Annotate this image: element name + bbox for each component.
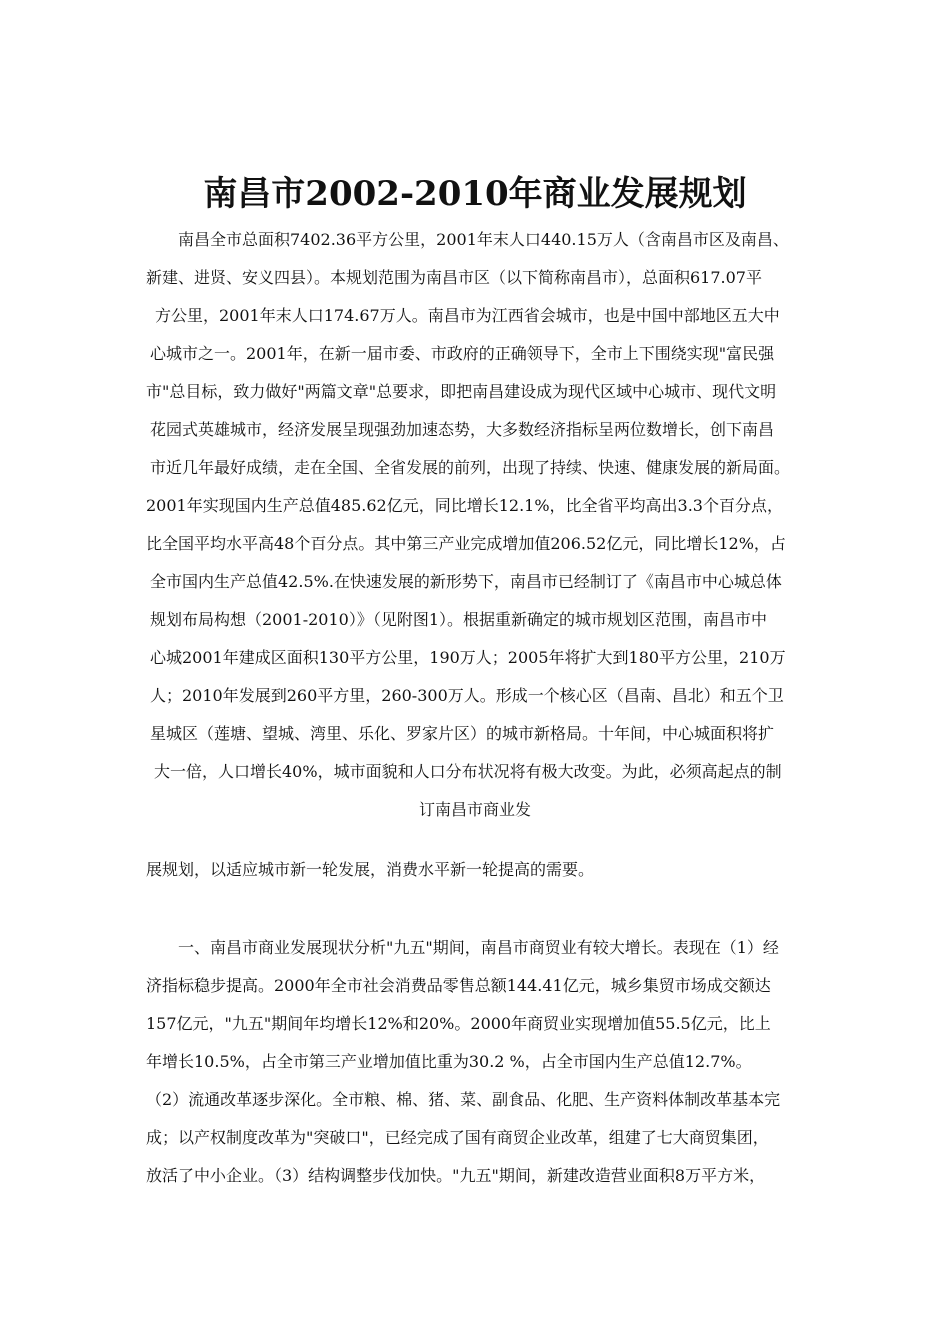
paragraph-line: 方公里，2001年末人口174.67万人。南昌市为江西省会城市，也是中国中部地区五大中 bbox=[155, 306, 780, 325]
paragraph-line: 新建、进贤、安义四县）。本规划范围为南昌市区（以下简称南昌市），总面积617.07平 bbox=[146, 268, 762, 287]
paragraph-line: （2）流通改革逐步深化。全市粮、棉、猪、菜、副食品、化肥、生产资料体制改革基本完 bbox=[146, 1090, 781, 1109]
paragraph-line: 157亿元，"九五"期间年均增长12%和20%。2000年商贸业实现增加值55.5亿元，比上 bbox=[146, 1014, 771, 1033]
paragraph-line: 成；以产权制度改革为"突破口"，已经完成了国有商贸企业改革，组建了七大商贸集团， bbox=[146, 1128, 769, 1147]
paragraph-line: 比全国平均水平高48个百分点。其中第三产业完成增加值206.52亿元，同比增长12%，占 bbox=[146, 534, 786, 553]
paragraph-line: 一、南昌市商业发展现状分析"九五"期间，南昌市商贸业有较大增长。表现在（1）经 bbox=[178, 938, 779, 957]
paragraph-line: 人；2010年发展到260平方里，260-300万人。形成一个核心区（昌南、昌北）和五个卫 bbox=[150, 686, 784, 705]
paragraph-line: 大一倍，人口增长40%，城市面貌和人口分布状况将有极大改变。为此，必须高起点的制 bbox=[154, 762, 782, 781]
paragraph-line: 星城区（莲塘、望城、湾里、乐化、罗家片区）的城市新格局。十年间，中心城面积将扩 bbox=[150, 724, 775, 743]
paragraph-line: 心城市之一。2001年，在新一届市委、市政府的正确领导下，全市上下围绕实现"富民强 bbox=[150, 344, 775, 363]
paragraph-line: 订南昌市商业发 bbox=[418, 800, 531, 819]
paragraph-line: 南昌全市总面积7402.36平方公里，2001年末人口440.15万人（含南昌市区及南昌、 bbox=[178, 230, 789, 249]
paragraph-line: 规划布局构想（2001-2010）》（见附图1）。根据重新确定的城市规划区范围，南昌市中 bbox=[150, 610, 768, 629]
paragraph-line: 市近几年最好成绩，走在全国、全省发展的前列，出现了持续、快速、健康发展的新局面。 bbox=[150, 458, 791, 477]
paragraph-line: 年增长10.5%，占全市第三产业增加值比重为30.2 %，占全市国内生产总值12.7%。 bbox=[146, 1052, 752, 1071]
paragraph-line: 放活了中小企业。（3）结构调整步伐加快。"九五"期间，新建改造营业面积8万平方米， bbox=[146, 1166, 766, 1185]
paragraph-line: 市"总目标，致力做好"两篇文章"总要求，即把南昌建设成为现代区域中心城市、现代文明 bbox=[146, 382, 777, 401]
paragraph-line: 全市国内生产总值42.5%.在快速发展的新形势下，南昌市已经制订了《南昌市中心城总体 bbox=[150, 572, 782, 591]
paragraph-line: 济指标稳步提高。2000年全市社会消费品零售总额144.41亿元，城乡集贸市场成交额达 bbox=[146, 976, 771, 995]
paragraph-line: 花园式英雄城市，经济发展呈现强劲加速态势，大多数经济指标呈两位数增长，创下南昌 bbox=[150, 420, 775, 439]
paragraph-line: 2001年实现国内生产总值485.62亿元，同比增长12.1%，比全省平均高出3.3个百分点， bbox=[146, 496, 783, 515]
document-title: 南昌市2002-2010年商业发展规划 bbox=[203, 174, 747, 214]
paragraph-line: 心城2001年建成区面积130平方公里，190万人；2005年将扩大到180平方公里，210万 bbox=[150, 648, 786, 667]
paragraph-tail: 展规划，以适应城市新一轮发展，消费水平新一轮提高的需要。 bbox=[146, 860, 595, 879]
